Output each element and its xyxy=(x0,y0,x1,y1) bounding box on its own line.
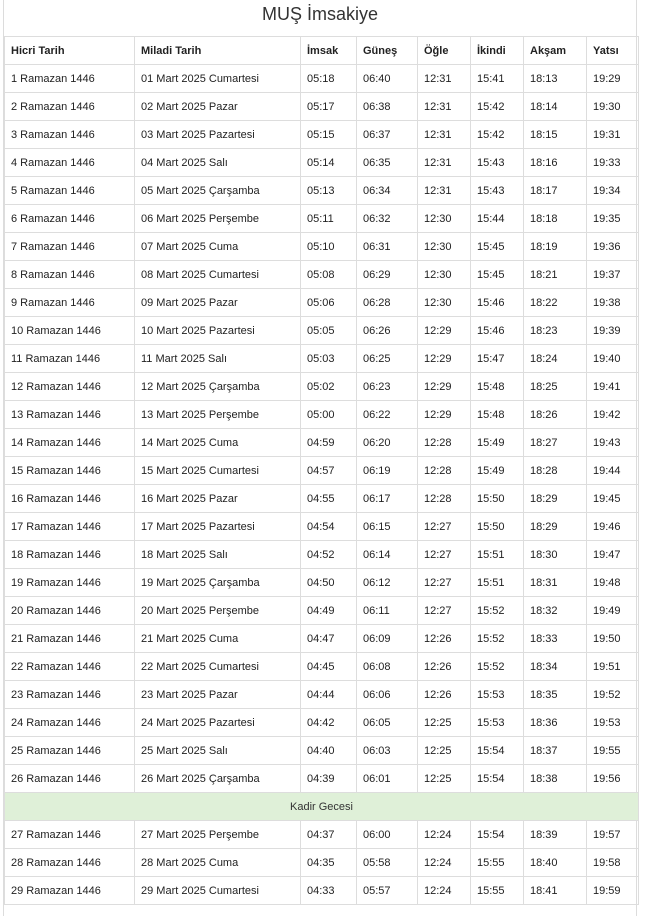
cell-yatsi: 19:36 xyxy=(587,233,639,261)
table-body-special xyxy=(5,793,639,821)
cell-hicri-tarih: 3 Ramazan 1446 xyxy=(5,121,135,149)
cell-miladi-tarih: 25 Mart 2025 Salı xyxy=(135,737,301,765)
cell-ogle: 12:25 xyxy=(418,765,471,793)
cell-hicri-tarih: 22 Ramazan 1446 xyxy=(5,653,135,681)
cell-miladi-tarih: 11 Mart 2025 Salı xyxy=(135,345,301,373)
cell-hicri-tarih: 14 Ramazan 1446 xyxy=(5,429,135,457)
table-body-after xyxy=(5,821,639,905)
cell-imsak: 05:06 xyxy=(301,289,357,317)
cell-aksam: 18:27 xyxy=(524,429,587,457)
cell-hicri-tarih: 25 Ramazan 1446 xyxy=(5,737,135,765)
cell-yatsi: 19:29 xyxy=(587,65,639,93)
cell-ikindi: 15:52 xyxy=(471,625,524,653)
cell-ogle: 12:30 xyxy=(418,233,471,261)
table-row xyxy=(5,401,639,429)
cell-ikindi: 15:51 xyxy=(471,541,524,569)
cell-miladi-tarih: 12 Mart 2025 Çarşamba xyxy=(135,373,301,401)
table-row xyxy=(5,429,639,457)
cell-ogle: 12:27 xyxy=(418,541,471,569)
table-row xyxy=(5,681,639,709)
cell-hicri-tarih: 9 Ramazan 1446 xyxy=(5,289,135,317)
cell-yatsi: 19:39 xyxy=(587,317,639,345)
cell-miladi-tarih: 10 Mart 2025 Pazartesi xyxy=(135,317,301,345)
table-row xyxy=(5,653,639,681)
cell-miladi-tarih: 07 Mart 2025 Cuma xyxy=(135,233,301,261)
table-row xyxy=(5,485,639,513)
cell-miladi-tarih: 09 Mart 2025 Pazar xyxy=(135,289,301,317)
cell-aksam: 18:14 xyxy=(524,93,587,121)
cell-yatsi: 19:43 xyxy=(587,429,639,457)
cell-ogle: 12:29 xyxy=(418,401,471,429)
header-gunes: Güneş xyxy=(357,37,418,65)
cell-yatsi: 19:33 xyxy=(587,149,639,177)
cell-imsak: 04:57 xyxy=(301,457,357,485)
cell-ikindi: 15:54 xyxy=(471,765,524,793)
cell-aksam: 18:23 xyxy=(524,317,587,345)
cell-gunes: 06:23 xyxy=(357,373,418,401)
cell-aksam: 18:28 xyxy=(524,457,587,485)
header-ogle: Öğle xyxy=(418,37,471,65)
cell-ogle: 12:26 xyxy=(418,625,471,653)
cell-gunes: 06:17 xyxy=(357,485,418,513)
cell-hicri-tarih: 17 Ramazan 1446 xyxy=(5,513,135,541)
cell-gunes: 06:32 xyxy=(357,205,418,233)
cell-imsak: 04:44 xyxy=(301,681,357,709)
cell-gunes: 06:03 xyxy=(357,737,418,765)
cell-gunes: 06:19 xyxy=(357,457,418,485)
cell-yatsi: 19:31 xyxy=(587,121,639,149)
table-row xyxy=(5,765,639,793)
cell-miladi-tarih: 21 Mart 2025 Cuma xyxy=(135,625,301,653)
cell-ogle: 12:25 xyxy=(418,709,471,737)
cell-gunes: 06:20 xyxy=(357,429,418,457)
cell-ikindi: 15:45 xyxy=(471,261,524,289)
cell-ikindi: 15:51 xyxy=(471,569,524,597)
cell-yatsi: 19:46 xyxy=(587,513,639,541)
cell-ogle: 12:24 xyxy=(418,821,471,849)
header-aksam: Akşam xyxy=(524,37,587,65)
cell-hicri-tarih: 8 Ramazan 1446 xyxy=(5,261,135,289)
cell-miladi-tarih: 02 Mart 2025 Pazar xyxy=(135,93,301,121)
cell-miladi-tarih: 19 Mart 2025 Çarşamba xyxy=(135,569,301,597)
cell-ogle: 12:30 xyxy=(418,205,471,233)
cell-ogle: 12:31 xyxy=(418,149,471,177)
cell-yatsi: 19:44 xyxy=(587,457,639,485)
cell-ikindi: 15:45 xyxy=(471,233,524,261)
cell-imsak: 04:54 xyxy=(301,513,357,541)
cell-aksam: 18:16 xyxy=(524,149,587,177)
cell-hicri-tarih: 4 Ramazan 1446 xyxy=(5,149,135,177)
cell-miladi-tarih: 13 Mart 2025 Perşembe xyxy=(135,401,301,429)
cell-aksam: 18:15 xyxy=(524,121,587,149)
cell-hicri-tarih: 23 Ramazan 1446 xyxy=(5,681,135,709)
table-row xyxy=(5,317,639,345)
cell-hicri-tarih: 27 Ramazan 1446 xyxy=(5,821,135,849)
cell-aksam: 18:40 xyxy=(524,849,587,877)
cell-ogle: 12:26 xyxy=(418,681,471,709)
cell-ikindi: 15:50 xyxy=(471,485,524,513)
cell-gunes: 06:29 xyxy=(357,261,418,289)
cell-ogle: 12:27 xyxy=(418,569,471,597)
cell-hicri-tarih: 19 Ramazan 1446 xyxy=(5,569,135,597)
cell-aksam: 18:29 xyxy=(524,485,587,513)
cell-miladi-tarih: 05 Mart 2025 Çarşamba xyxy=(135,177,301,205)
cell-hicri-tarih: 12 Ramazan 1446 xyxy=(5,373,135,401)
table-row xyxy=(5,877,639,905)
table-row xyxy=(5,373,639,401)
cell-ikindi: 15:42 xyxy=(471,121,524,149)
table-row xyxy=(5,625,639,653)
cell-ogle: 12:24 xyxy=(418,877,471,905)
cell-hicri-tarih: 11 Ramazan 1446 xyxy=(5,345,135,373)
table-row xyxy=(5,569,639,597)
cell-ogle: 12:31 xyxy=(418,65,471,93)
cell-imsak: 05:03 xyxy=(301,345,357,373)
cell-hicri-tarih: 1 Ramazan 1446 xyxy=(5,65,135,93)
cell-ogle: 12:31 xyxy=(418,93,471,121)
table-row xyxy=(5,177,639,205)
cell-imsak: 05:00 xyxy=(301,401,357,429)
cell-aksam: 18:35 xyxy=(524,681,587,709)
cell-imsak: 04:40 xyxy=(301,737,357,765)
cell-ikindi: 15:55 xyxy=(471,849,524,877)
cell-aksam: 18:30 xyxy=(524,541,587,569)
cell-hicri-tarih: 18 Ramazan 1446 xyxy=(5,541,135,569)
cell-ikindi: 15:52 xyxy=(471,653,524,681)
cell-gunes: 06:26 xyxy=(357,317,418,345)
cell-yatsi: 19:50 xyxy=(587,625,639,653)
table-row xyxy=(5,93,639,121)
cell-hicri-tarih: 7 Ramazan 1446 xyxy=(5,233,135,261)
table-row xyxy=(5,457,639,485)
kadir-gecesi-row xyxy=(5,793,639,821)
cell-ikindi: 15:46 xyxy=(471,289,524,317)
cell-imsak: 04:42 xyxy=(301,709,357,737)
cell-ikindi: 15:44 xyxy=(471,205,524,233)
cell-gunes: 06:12 xyxy=(357,569,418,597)
cell-yatsi: 19:41 xyxy=(587,373,639,401)
table-row xyxy=(5,513,639,541)
table-row xyxy=(5,261,639,289)
header-yatsi: Yatsı xyxy=(587,37,639,65)
cell-yatsi: 19:48 xyxy=(587,569,639,597)
cell-aksam: 18:25 xyxy=(524,373,587,401)
cell-yatsi: 19:52 xyxy=(587,681,639,709)
cell-ogle: 12:28 xyxy=(418,429,471,457)
cell-ogle: 12:30 xyxy=(418,261,471,289)
cell-miladi-tarih: 16 Mart 2025 Pazar xyxy=(135,485,301,513)
cell-hicri-tarih: 6 Ramazan 1446 xyxy=(5,205,135,233)
cell-yatsi: 19:49 xyxy=(587,597,639,625)
table-row xyxy=(5,821,639,849)
cell-gunes: 05:58 xyxy=(357,849,418,877)
cell-gunes: 06:08 xyxy=(357,653,418,681)
cell-hicri-tarih: 13 Ramazan 1446 xyxy=(5,401,135,429)
cell-imsak: 04:50 xyxy=(301,569,357,597)
cell-yatsi: 19:45 xyxy=(587,485,639,513)
cell-yatsi: 19:35 xyxy=(587,205,639,233)
cell-hicri-tarih: 20 Ramazan 1446 xyxy=(5,597,135,625)
cell-imsak: 05:14 xyxy=(301,149,357,177)
cell-gunes: 06:11 xyxy=(357,597,418,625)
cell-ikindi: 15:49 xyxy=(471,429,524,457)
cell-ogle: 12:27 xyxy=(418,513,471,541)
cell-aksam: 18:32 xyxy=(524,597,587,625)
cell-yatsi: 19:38 xyxy=(587,289,639,317)
table-row xyxy=(5,849,639,877)
cell-miladi-tarih: 28 Mart 2025 Cuma xyxy=(135,849,301,877)
page-title: MUŞ İmsakiye xyxy=(261,4,378,24)
cell-imsak: 05:17 xyxy=(301,93,357,121)
cell-ogle: 12:27 xyxy=(418,597,471,625)
cell-ogle: 12:29 xyxy=(418,373,471,401)
cell-imsak: 04:49 xyxy=(301,597,357,625)
cell-ikindi: 15:43 xyxy=(471,177,524,205)
cell-imsak: 05:11 xyxy=(301,205,357,233)
cell-hicri-tarih: 21 Ramazan 1446 xyxy=(5,625,135,653)
cell-gunes: 06:00 xyxy=(357,821,418,849)
cell-aksam: 18:34 xyxy=(524,653,587,681)
cell-miladi-tarih: 01 Mart 2025 Cumartesi xyxy=(135,65,301,93)
cell-yatsi: 19:59 xyxy=(587,877,639,905)
imsakiye-table xyxy=(4,36,639,905)
cell-aksam: 18:18 xyxy=(524,205,587,233)
cell-miladi-tarih: 04 Mart 2025 Salı xyxy=(135,149,301,177)
imsakiye-panel xyxy=(3,0,637,916)
cell-ikindi: 15:42 xyxy=(471,93,524,121)
cell-aksam: 18:41 xyxy=(524,877,587,905)
cell-hicri-tarih: 28 Ramazan 1446 xyxy=(5,849,135,877)
cell-yatsi: 19:40 xyxy=(587,345,639,373)
cell-miladi-tarih: 27 Mart 2025 Perşembe xyxy=(135,821,301,849)
cell-hicri-tarih: 26 Ramazan 1446 xyxy=(5,765,135,793)
cell-hicri-tarih: 15 Ramazan 1446 xyxy=(5,457,135,485)
cell-hicri-tarih: 5 Ramazan 1446 xyxy=(5,177,135,205)
cell-aksam: 18:21 xyxy=(524,261,587,289)
cell-ogle: 12:29 xyxy=(418,317,471,345)
cell-imsak: 04:55 xyxy=(301,485,357,513)
cell-aksam: 18:24 xyxy=(524,345,587,373)
cell-ikindi: 15:55 xyxy=(471,877,524,905)
cell-gunes: 06:22 xyxy=(357,401,418,429)
cell-miladi-tarih: 17 Mart 2025 Pazartesi xyxy=(135,513,301,541)
header-imsak: İmsak xyxy=(301,37,357,65)
cell-yatsi: 19:47 xyxy=(587,541,639,569)
table-row xyxy=(5,233,639,261)
table-header-row xyxy=(5,37,639,65)
cell-aksam: 18:19 xyxy=(524,233,587,261)
cell-yatsi: 19:37 xyxy=(587,261,639,289)
table-row xyxy=(5,597,639,625)
cell-aksam: 18:29 xyxy=(524,513,587,541)
cell-gunes: 06:34 xyxy=(357,177,418,205)
cell-miladi-tarih: 24 Mart 2025 Pazartesi xyxy=(135,709,301,737)
cell-aksam: 18:22 xyxy=(524,289,587,317)
cell-miladi-tarih: 26 Mart 2025 Çarşamba xyxy=(135,765,301,793)
cell-ogle: 12:25 xyxy=(418,737,471,765)
cell-yatsi: 19:53 xyxy=(587,709,639,737)
cell-aksam: 18:33 xyxy=(524,625,587,653)
cell-ogle: 12:24 xyxy=(418,849,471,877)
cell-gunes: 06:28 xyxy=(357,289,418,317)
cell-ikindi: 15:41 xyxy=(471,65,524,93)
table-row xyxy=(5,709,639,737)
cell-imsak: 04:35 xyxy=(301,849,357,877)
cell-hicri-tarih: 16 Ramazan 1446 xyxy=(5,485,135,513)
table-row xyxy=(5,737,639,765)
cell-aksam: 18:17 xyxy=(524,177,587,205)
cell-yatsi: 19:51 xyxy=(587,653,639,681)
cell-ogle: 12:30 xyxy=(418,289,471,317)
header-ikindi: İkindi xyxy=(471,37,524,65)
cell-imsak: 04:37 xyxy=(301,821,357,849)
cell-yatsi: 19:58 xyxy=(587,849,639,877)
cell-ikindi: 15:48 xyxy=(471,373,524,401)
cell-imsak: 05:18 xyxy=(301,65,357,93)
cell-aksam: 18:38 xyxy=(524,765,587,793)
cell-hicri-tarih: 2 Ramazan 1446 xyxy=(5,93,135,121)
cell-miladi-tarih: 15 Mart 2025 Cumartesi xyxy=(135,457,301,485)
cell-imsak: 05:13 xyxy=(301,177,357,205)
cell-ikindi: 15:53 xyxy=(471,709,524,737)
cell-ikindi: 15:46 xyxy=(471,317,524,345)
cell-imsak: 04:52 xyxy=(301,541,357,569)
kadir-gecesi-label: Kadir Gecesi xyxy=(5,793,639,821)
cell-hicri-tarih: 10 Ramazan 1446 xyxy=(5,317,135,345)
cell-ogle: 12:29 xyxy=(418,345,471,373)
cell-ogle: 12:31 xyxy=(418,121,471,149)
cell-gunes: 06:31 xyxy=(357,233,418,261)
cell-yatsi: 19:34 xyxy=(587,177,639,205)
cell-ikindi: 15:54 xyxy=(471,821,524,849)
cell-miladi-tarih: 14 Mart 2025 Cuma xyxy=(135,429,301,457)
cell-aksam: 18:36 xyxy=(524,709,587,737)
cell-ikindi: 15:50 xyxy=(471,513,524,541)
cell-imsak: 04:47 xyxy=(301,625,357,653)
cell-gunes: 06:14 xyxy=(357,541,418,569)
cell-imsak: 05:08 xyxy=(301,261,357,289)
cell-miladi-tarih: 08 Mart 2025 Cumartesi xyxy=(135,261,301,289)
cell-imsak: 05:05 xyxy=(301,317,357,345)
cell-ikindi: 15:47 xyxy=(471,345,524,373)
table-row xyxy=(5,541,639,569)
cell-miladi-tarih: 23 Mart 2025 Pazar xyxy=(135,681,301,709)
cell-yatsi: 19:42 xyxy=(587,401,639,429)
cell-ogle: 12:28 xyxy=(418,485,471,513)
cell-ikindi: 15:52 xyxy=(471,597,524,625)
cell-imsak: 04:45 xyxy=(301,653,357,681)
cell-gunes: 06:05 xyxy=(357,709,418,737)
cell-ogle: 12:31 xyxy=(418,177,471,205)
cell-miladi-tarih: 06 Mart 2025 Perşembe xyxy=(135,205,301,233)
table-row xyxy=(5,205,639,233)
cell-gunes: 06:35 xyxy=(357,149,418,177)
cell-gunes: 05:57 xyxy=(357,877,418,905)
table-row xyxy=(5,289,639,317)
cell-yatsi: 19:55 xyxy=(587,737,639,765)
cell-imsak: 04:59 xyxy=(301,429,357,457)
cell-gunes: 06:09 xyxy=(357,625,418,653)
cell-hicri-tarih: 29 Ramazan 1446 xyxy=(5,877,135,905)
cell-imsak: 05:15 xyxy=(301,121,357,149)
cell-yatsi: 19:30 xyxy=(587,93,639,121)
cell-miladi-tarih: 22 Mart 2025 Cumartesi xyxy=(135,653,301,681)
cell-gunes: 06:01 xyxy=(357,765,418,793)
table-row xyxy=(5,345,639,373)
cell-miladi-tarih: 29 Mart 2025 Cumartesi xyxy=(135,877,301,905)
cell-gunes: 06:06 xyxy=(357,681,418,709)
cell-imsak: 04:39 xyxy=(301,765,357,793)
header-hicri-tarih: Hicri Tarih xyxy=(5,37,135,65)
cell-ikindi: 15:43 xyxy=(471,149,524,177)
cell-ikindi: 15:49 xyxy=(471,457,524,485)
cell-gunes: 06:25 xyxy=(357,345,418,373)
cell-ogle: 12:26 xyxy=(418,653,471,681)
cell-imsak: 04:33 xyxy=(301,877,357,905)
table-row xyxy=(5,65,639,93)
cell-gunes: 06:37 xyxy=(357,121,418,149)
cell-yatsi: 19:57 xyxy=(587,821,639,849)
cell-miladi-tarih: 18 Mart 2025 Salı xyxy=(135,541,301,569)
cell-gunes: 06:15 xyxy=(357,513,418,541)
table-body-before xyxy=(5,65,639,793)
cell-ikindi: 15:54 xyxy=(471,737,524,765)
cell-gunes: 06:38 xyxy=(357,93,418,121)
cell-aksam: 18:13 xyxy=(524,65,587,93)
table-row xyxy=(5,121,639,149)
table-row xyxy=(5,149,639,177)
cell-aksam: 18:26 xyxy=(524,401,587,429)
cell-ikindi: 15:48 xyxy=(471,401,524,429)
cell-ikindi: 15:53 xyxy=(471,681,524,709)
header-miladi-tarih: Miladi Tarih xyxy=(135,37,301,65)
cell-aksam: 18:31 xyxy=(524,569,587,597)
cell-miladi-tarih: 03 Mart 2025 Pazartesi xyxy=(135,121,301,149)
cell-miladi-tarih: 20 Mart 2025 Perşembe xyxy=(135,597,301,625)
cell-imsak: 05:02 xyxy=(301,373,357,401)
cell-yatsi: 19:56 xyxy=(587,765,639,793)
cell-gunes: 06:40 xyxy=(357,65,418,93)
cell-hicri-tarih: 24 Ramazan 1446 xyxy=(5,709,135,737)
cell-aksam: 18:39 xyxy=(524,821,587,849)
cell-imsak: 05:10 xyxy=(301,233,357,261)
cell-aksam: 18:37 xyxy=(524,737,587,765)
cell-ogle: 12:28 xyxy=(418,457,471,485)
